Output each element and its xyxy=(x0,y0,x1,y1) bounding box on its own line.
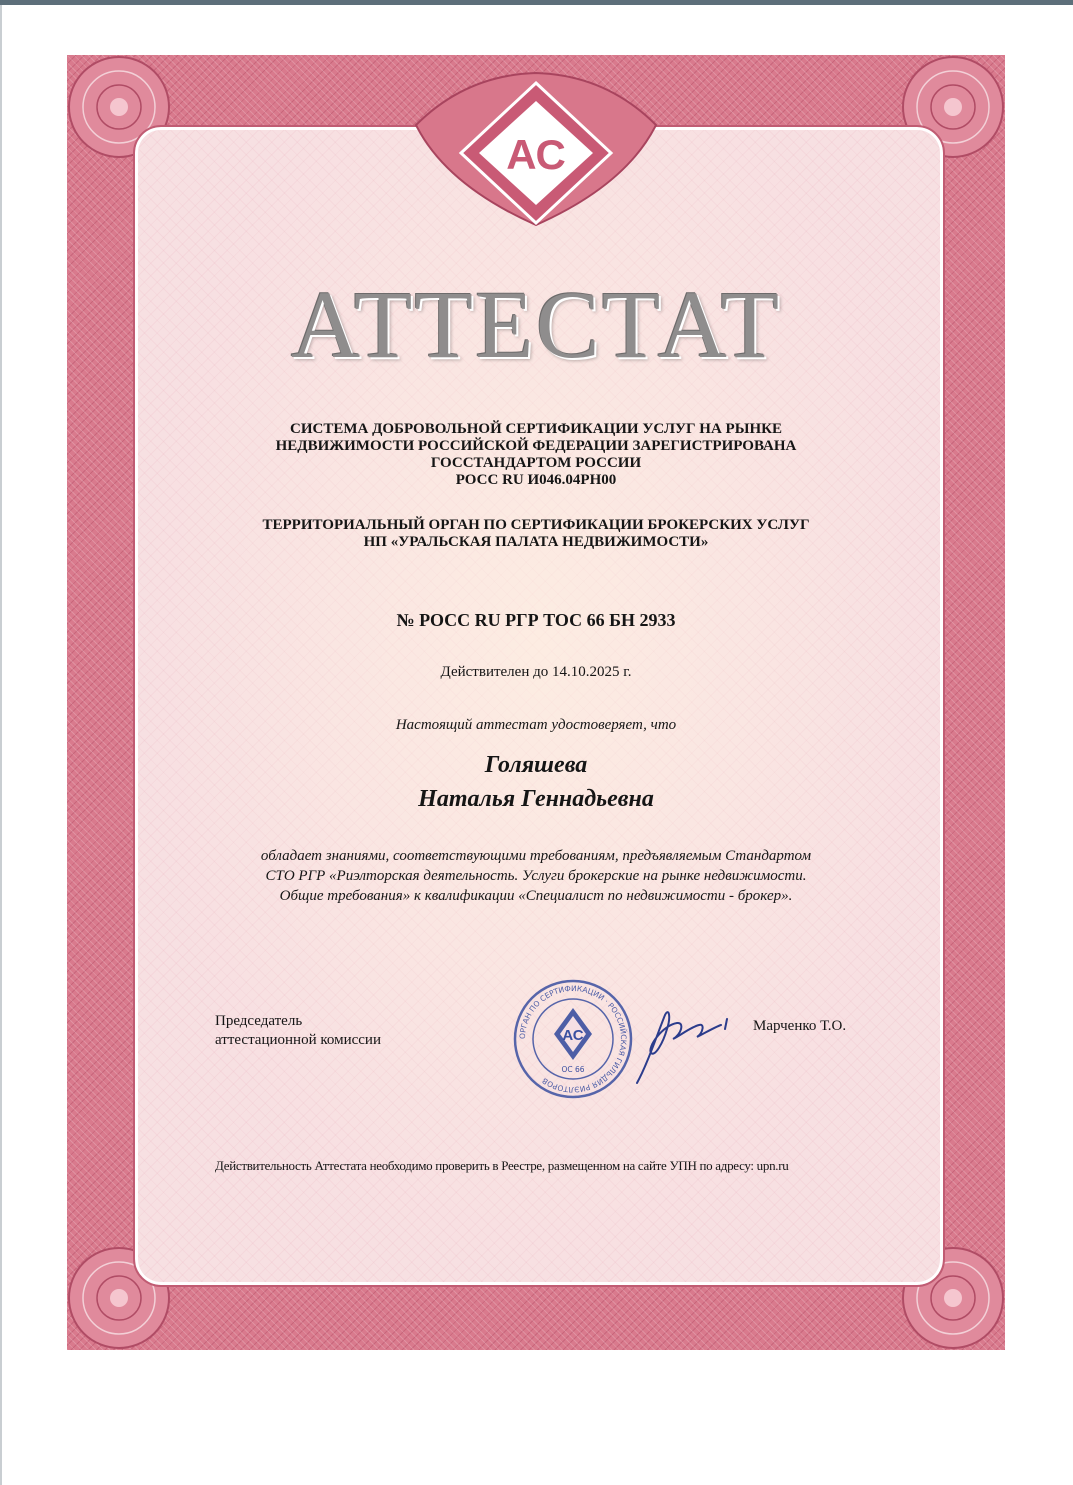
description-line-2: СТО РГР «Риэлторская деятельность. Услуги брокерские на рынке недвижимости. xyxy=(265,868,807,884)
organ-line-2: НП «УРАЛЬСКАЯ ПАЛАТА НЕДВИЖИМОСТИ» xyxy=(363,534,709,550)
intro-text: Настоящий аттестат удостоверяет, что xyxy=(395,717,677,733)
signatory-role-line-2: аттестационной комиссии xyxy=(215,1032,381,1048)
signatory-role xyxy=(215,1012,381,1050)
signatory-role-line-1: Председатель xyxy=(215,1013,303,1029)
handwritten-signature xyxy=(607,995,747,1095)
stamp-logo-text: АС xyxy=(562,1027,584,1044)
holder-given-names: Наталья Геннадьевна xyxy=(418,786,654,812)
certificate-number: № РОСС RU РГР ТОС 66 БН 2933 xyxy=(396,610,676,630)
left-strip xyxy=(0,5,2,1485)
system-line-1: СИСТЕМА ДОБРОВОЛЬНОЙ СЕРТИФИКАЦИИ УСЛУГ НА РЫНКЕ xyxy=(289,421,782,437)
ac-diamond-logo-icon xyxy=(406,65,666,233)
emblem-logo-text: АС xyxy=(506,131,566,178)
certification-organ-block xyxy=(67,517,1005,551)
system-line-3: ГОССТАНДАРТОМ РОССИИ xyxy=(430,455,642,471)
organ-line-1: ТЕРРИТОРИАЛЬНЫЙ ОРГАН ПО СЕРТИФИКАЦИИ БРОКЕРСКИХ УСЛУГ xyxy=(262,517,810,533)
top-strip xyxy=(0,0,1073,5)
system-registration-number: РОСС RU И046.04РН00 xyxy=(455,472,617,488)
description-line-3: Общие требования» к квалификации «Специалист по недвижимости - брокер». xyxy=(279,888,793,904)
validity-date: Действителен до 14.10.2025 г. xyxy=(440,664,632,680)
qualification-description xyxy=(67,846,1005,906)
certificate xyxy=(67,55,1005,1350)
system-line-2: НЕДВИЖИМОСТИ РОССИЙСКОЙ ФЕДЕРАЦИИ ЗАРЕГИСТРИРОВАНА xyxy=(275,438,797,454)
stamp-outer-text: ОРГАН ПО СЕРТИФИКАЦИИ · РОССИЙСКАЯ ГИЛЬДИЯ РИЭЛТОРОВ xyxy=(517,983,629,1095)
verification-footnote: Действительность Аттестата необходимо проверить в Реестре, размещенном на сайте УПН по адресу: upn.ru xyxy=(215,1158,789,1173)
certificate-title: АТТЕСТАТ xyxy=(290,271,782,378)
signatory-name: Марченко Т.О. xyxy=(753,1018,847,1034)
holder-surname: Голяшева xyxy=(484,752,588,778)
certification-system-block xyxy=(67,421,1005,489)
description-line-1: обладает знаниями, соответствующими требованиям, предъявляемым Стандартом xyxy=(260,848,812,864)
stamp-code: ОС 66 xyxy=(561,1065,585,1074)
